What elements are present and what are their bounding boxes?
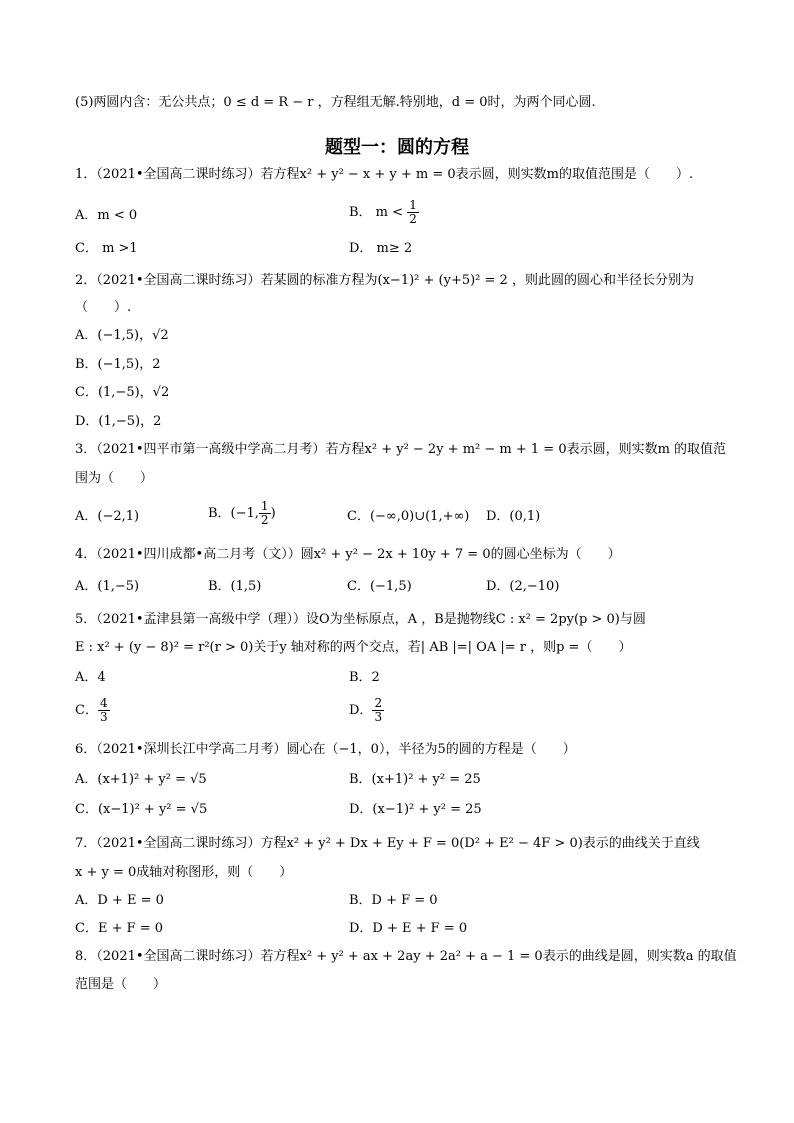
intro-text: (5)两圆内含：无公共点；0 ≤ d = R − r ，方程组无解.特别地，d = 0时，为两个同心圆. — [75, 95, 596, 110]
question-8-stem-line1: 8．（2021•全国高二课时练习）若方程x² + y² + ax + 2ay + 2a² + a − 1 = 0表示的曲线是圆，则实数a 的取值 — [75, 949, 737, 964]
q1-option-d: D． m≥ 2 — [349, 241, 413, 256]
section-title: 题型一：圆的方程 — [325, 137, 469, 158]
q4-option-c: C．(−1,5) — [347, 579, 412, 594]
q4-option-a: A．(1,−5) — [75, 579, 140, 594]
q4-option-d: D．(2,−10) — [486, 579, 560, 594]
q6-option-a: A．(x+1)² + y² = √5 — [75, 772, 207, 787]
q7-option-b: B．D + F = 0 — [349, 893, 438, 908]
q6-option-d: D．(x−1)² + y² = 25 — [349, 802, 482, 817]
q1-option-c: C． m >1 — [75, 241, 138, 256]
question-5-stem-line2: E : x² + (y − 8)² = r²(r > 0)关于y 轴对称的两个交点，若| AB |=| OA |= r ，则p =（ ） — [75, 640, 632, 655]
q5-option-d: D． $\frac{2}{3}$ — [349, 696, 383, 724]
q3-option-d: D．(0,1) — [486, 509, 541, 524]
q7-option-a: A．D + E = 0 — [75, 893, 164, 908]
question-5-stem-line1: 5．（2021•孟津县第一高级中学（理））设O为坐标原点，A ，B是抛物线C : x² = 2py(p > 0)与圆 — [75, 612, 646, 627]
q5-option-b: B．2 — [349, 670, 380, 685]
q5-d-fraction: $\frac{2}{3}$ — [374, 696, 383, 724]
question-3-stem-line1: 3．（2021•四平市第一高级中学高二月考）若方程x² + y² − 2y + m² − m + 1 = 0表示圆，则实数m 的取值范 — [75, 442, 727, 457]
question-7-stem-line2: x + y = 0成轴对称图形，则（ ） — [75, 865, 293, 880]
question-4-stem: 4．（2021•四川成都•高二月考（文））圆x² + y² − 2x + 10y + 7 = 0的圆心坐标为（ ） — [75, 547, 621, 562]
q3-b-fraction: $\frac{1}{2}$ — [260, 499, 269, 527]
q7-option-c: C．E + F = 0 — [75, 921, 164, 936]
q3-option-c: C．(−∞,0)∪(1,+∞) — [347, 509, 470, 524]
question-6-stem: 6．（2021•深圳长江中学高二月考）圆心在（−1，0），半径为5的圆的方程是（ ） — [75, 742, 576, 757]
q6-option-b: B．(x+1)² + y² = 25 — [349, 772, 481, 787]
question-2-stem-line2: （ ）. — [75, 300, 132, 315]
q3-option-b: B．(−1, $\frac{1}{2}$ ) — [208, 499, 276, 527]
q2-option-a: A．(−1,5)，√2 — [75, 328, 169, 343]
q6-option-c: C．(x−1)² + y² = √5 — [75, 802, 208, 817]
q2-option-d: D．(1,−5)，2 — [75, 414, 162, 429]
q1-option-a: A．m < 0 — [75, 208, 138, 223]
q5-c-fraction: $\frac{4}{3}$ — [99, 696, 108, 724]
question-1-stem: 1．（2021•全国高二课时练习）若方程x² + y² − x + y + m = 0表示圆，则实数m的取值范围是（ ）. — [75, 167, 694, 182]
q2-option-c: C．(1,−5)，√2 — [75, 385, 170, 400]
question-7-stem-line1: 7．（2021•全国高二课时练习）方程x² + y² + Dx + Ey + F = 0(D² + E² − 4F > 0)表示的曲线关于直线 — [75, 836, 700, 851]
q5-option-c: C． $\frac{4}{3}$ — [75, 696, 108, 724]
question-2-stem-line1: 2．（2021•全国高二课时练习）若某圆的标准方程为(x−1)² + (y+5)² = 2 ，则此圆的圆心和半径长分别为 — [75, 273, 694, 288]
q1-option-b: B． m < $\frac{1}{2}$ — [349, 198, 417, 226]
q5-option-a: A．4 — [75, 670, 106, 685]
q7-option-d: D．D + E + F = 0 — [349, 921, 468, 936]
question-3-stem-line2: 围为（ ） — [75, 471, 154, 486]
q4-option-b: B．(1,5) — [208, 579, 262, 594]
q3-option-a: A．(−2,1) — [75, 509, 140, 524]
q2-option-b: B．(−1,5)，2 — [75, 357, 161, 372]
q1-b-fraction: $\frac{1}{2}$ — [409, 198, 417, 226]
question-8-stem-line2: 范围是（ ） — [75, 977, 167, 992]
